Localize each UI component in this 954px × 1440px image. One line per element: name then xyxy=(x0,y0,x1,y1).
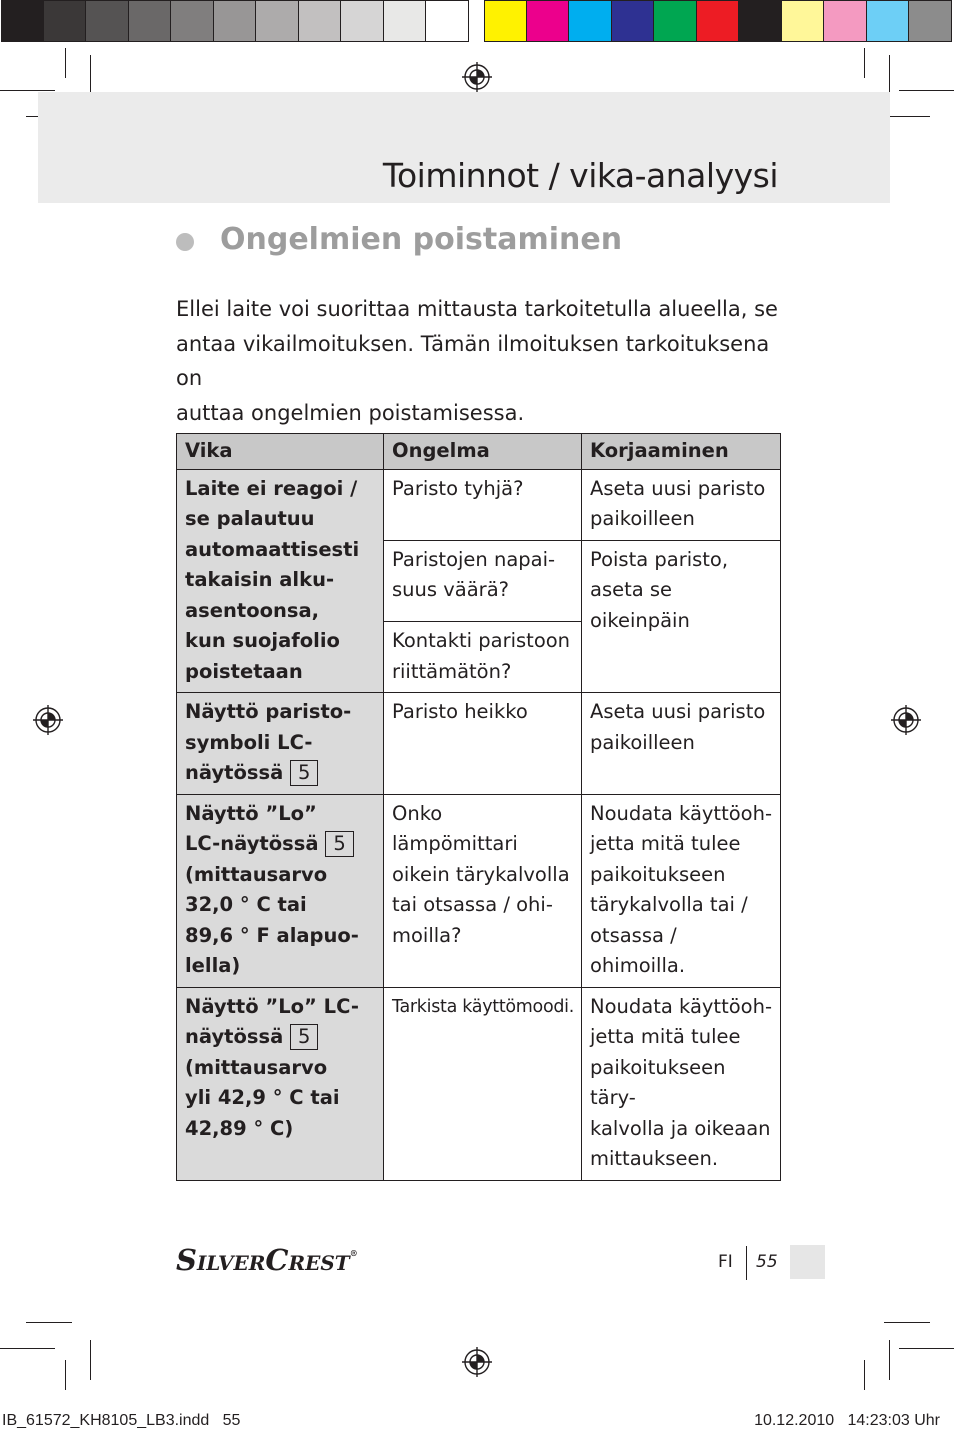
cell-line: 32,0 ° C tai xyxy=(185,893,307,916)
cell-line: (mittausarvo xyxy=(185,862,328,886)
intro-line: Ellei laite voi suorittaa mittausta tarkoitetulla alueella, se xyxy=(176,297,778,321)
table-row xyxy=(177,469,781,540)
slug-file: IB_61572_KH8105_LB3.indd xyxy=(2,1412,210,1429)
cell-line: Näyttö ”Lo” xyxy=(185,801,317,825)
cell-line: automaattisesti xyxy=(185,537,360,561)
cell-line: Paristo heikko xyxy=(392,700,528,723)
color-swatch xyxy=(384,0,427,42)
grayscale-calibration-bar xyxy=(1,0,469,44)
intro-line: auttaa ongelmien poistamisessa. xyxy=(176,400,525,425)
color-swatch xyxy=(739,0,782,42)
fault-cell xyxy=(177,987,384,1180)
color-swatch xyxy=(527,0,570,42)
cell-line: moilla? xyxy=(392,923,462,947)
color-swatch xyxy=(256,0,299,42)
slug-timestamp xyxy=(754,1412,940,1430)
color-swatch xyxy=(341,0,384,42)
color-swatch xyxy=(1,0,44,42)
cell-line xyxy=(185,1022,376,1053)
problem-cell xyxy=(384,794,582,987)
cell-line: Aseta uusi paristo xyxy=(590,476,766,500)
fault-cell xyxy=(177,693,384,795)
slug-page: 55 xyxy=(222,1412,241,1429)
cell-line: jetta mitä tulee xyxy=(590,1025,741,1048)
problem-cell xyxy=(384,693,582,795)
color-swatch xyxy=(299,0,342,42)
color-swatch xyxy=(484,0,527,42)
page-number-divider xyxy=(746,1246,747,1280)
cell-text: LC-näytössä xyxy=(185,832,319,855)
cell-line: otsassa / ohimoilla. xyxy=(590,923,686,977)
cell-line: (mittausarvo xyxy=(185,1055,328,1079)
solution-cell xyxy=(582,469,781,540)
troubleshooting-table xyxy=(176,433,781,1181)
cell-line: aseta se oikeinpäin xyxy=(590,578,690,632)
table-row xyxy=(177,693,781,795)
cell-line: Onko lämpömittari xyxy=(392,801,518,855)
color-calibration-bar xyxy=(484,0,952,44)
problem-cell xyxy=(384,622,582,693)
color-swatch xyxy=(824,0,867,42)
cell-text: näytössä xyxy=(185,1025,284,1048)
cell-line: riittämätön? xyxy=(392,659,512,683)
cell-line: 42,89 ° C) xyxy=(185,1116,294,1140)
table-row xyxy=(177,987,781,1180)
registration-mark-icon xyxy=(461,61,493,93)
cell-line: Paristo tyhjä? xyxy=(392,476,524,500)
solution-cell xyxy=(582,540,781,693)
color-swatch xyxy=(867,0,910,42)
cell-line: Näyttö paristo- xyxy=(185,700,352,723)
color-swatch xyxy=(909,0,952,42)
registration-mark-icon xyxy=(461,1346,493,1378)
cell-line: asentoonsa, xyxy=(185,598,320,622)
problem-cell xyxy=(384,987,582,1180)
intro-line: antaa vikailmoituksen. Tämän ilmoituksen tarkoituksena on xyxy=(176,331,770,390)
color-swatch xyxy=(654,0,697,42)
cell-line: oikein tärykalvolla xyxy=(392,862,570,886)
cell-line: takaisin alku- xyxy=(185,568,335,591)
cell-line: symboli LC- xyxy=(185,730,313,754)
cell-line: lella) xyxy=(185,954,241,977)
cell-line: Näyttö ”Lo” LC- xyxy=(185,994,359,1018)
cell-line: Noudata käyttöoh- xyxy=(590,801,772,825)
cell-line: paikoitukseen täry- xyxy=(590,1055,726,1109)
cell-line: tai otsassa / ohi- xyxy=(392,893,553,916)
table-header-row xyxy=(177,434,781,470)
cell-line xyxy=(185,758,376,789)
cell-line: yli 42,9 ° C tai xyxy=(185,1086,340,1109)
cell-line: 89,6 ° F alapuo- xyxy=(185,923,359,947)
page-title: Toiminnot / vika-analyysi xyxy=(382,156,778,195)
color-swatch xyxy=(171,0,214,42)
table-row xyxy=(177,794,781,987)
silvercrest-logo xyxy=(176,1244,366,1274)
intro-paragraph xyxy=(176,292,796,430)
page-number: 55 xyxy=(756,1252,778,1272)
fault-cell xyxy=(177,469,384,693)
slug-filename xyxy=(2,1412,240,1430)
header-cell-solution: Korjaaminen xyxy=(582,434,781,470)
header-cell-problem: Ongelma xyxy=(384,434,582,470)
cell-line: jetta mitä tulee xyxy=(590,832,741,855)
cell-line: Kontakti paristoon xyxy=(392,629,571,652)
color-swatch xyxy=(426,0,469,42)
cell-line: Poista paristo, xyxy=(590,547,729,571)
language-code: FI xyxy=(718,1252,733,1272)
cell-line: Tarkista käyttömoodi. xyxy=(392,996,575,1017)
section-bullet-icon xyxy=(176,233,194,251)
registration-mark-icon xyxy=(890,704,922,736)
display-ref-box: 5 xyxy=(290,1024,318,1050)
cell-line: paikoilleen xyxy=(590,507,695,530)
svg-text:SILVERCREST®: SILVERCREST® xyxy=(176,1244,358,1274)
cell-line: mittaukseen. xyxy=(590,1147,719,1170)
cell-line: Aseta uusi paristo xyxy=(590,700,766,723)
color-swatch xyxy=(612,0,655,42)
cell-text: näytössä xyxy=(185,761,284,784)
cell-line: Noudata käyttöoh- xyxy=(590,994,772,1018)
solution-cell xyxy=(582,794,781,987)
cell-line: kalvolla ja oikeaan xyxy=(590,1116,771,1140)
cell-line: tärykalvolla tai / xyxy=(590,893,748,916)
registration-mark-icon xyxy=(32,704,64,736)
solution-cell xyxy=(582,987,781,1180)
color-swatch xyxy=(44,0,87,42)
color-swatch xyxy=(214,0,257,42)
fault-cell xyxy=(177,794,384,987)
cell-line: poistetaan xyxy=(185,659,303,683)
cell-line: paikoitukseen xyxy=(590,862,726,886)
cell-line: kun suojafolio xyxy=(185,629,340,652)
display-ref-box: 5 xyxy=(325,831,353,857)
display-ref-box: 5 xyxy=(290,760,318,786)
slug-date: 10.12.2010 xyxy=(754,1412,835,1429)
cell-line: paikoilleen xyxy=(590,730,695,754)
color-swatch xyxy=(782,0,825,42)
cell-line xyxy=(185,829,376,860)
color-swatch xyxy=(697,0,740,42)
slug-time: 14:23:03 Uhr xyxy=(847,1412,940,1429)
color-swatch xyxy=(129,0,172,42)
cell-line: se palautuu xyxy=(185,507,315,530)
problem-cell xyxy=(384,469,582,540)
cell-line: Laite ei reagoi / xyxy=(185,476,358,500)
problem-cell xyxy=(384,540,582,622)
color-swatch xyxy=(569,0,612,42)
cell-line: suus väärä? xyxy=(392,578,509,601)
color-swatch xyxy=(86,0,129,42)
section-title: Ongelmien poistaminen xyxy=(220,222,623,257)
page-tab-box xyxy=(790,1245,825,1279)
header-cell-fault: Vika xyxy=(177,434,384,470)
cell-line: Paristojen napai- xyxy=(392,547,556,571)
solution-cell xyxy=(582,693,781,795)
